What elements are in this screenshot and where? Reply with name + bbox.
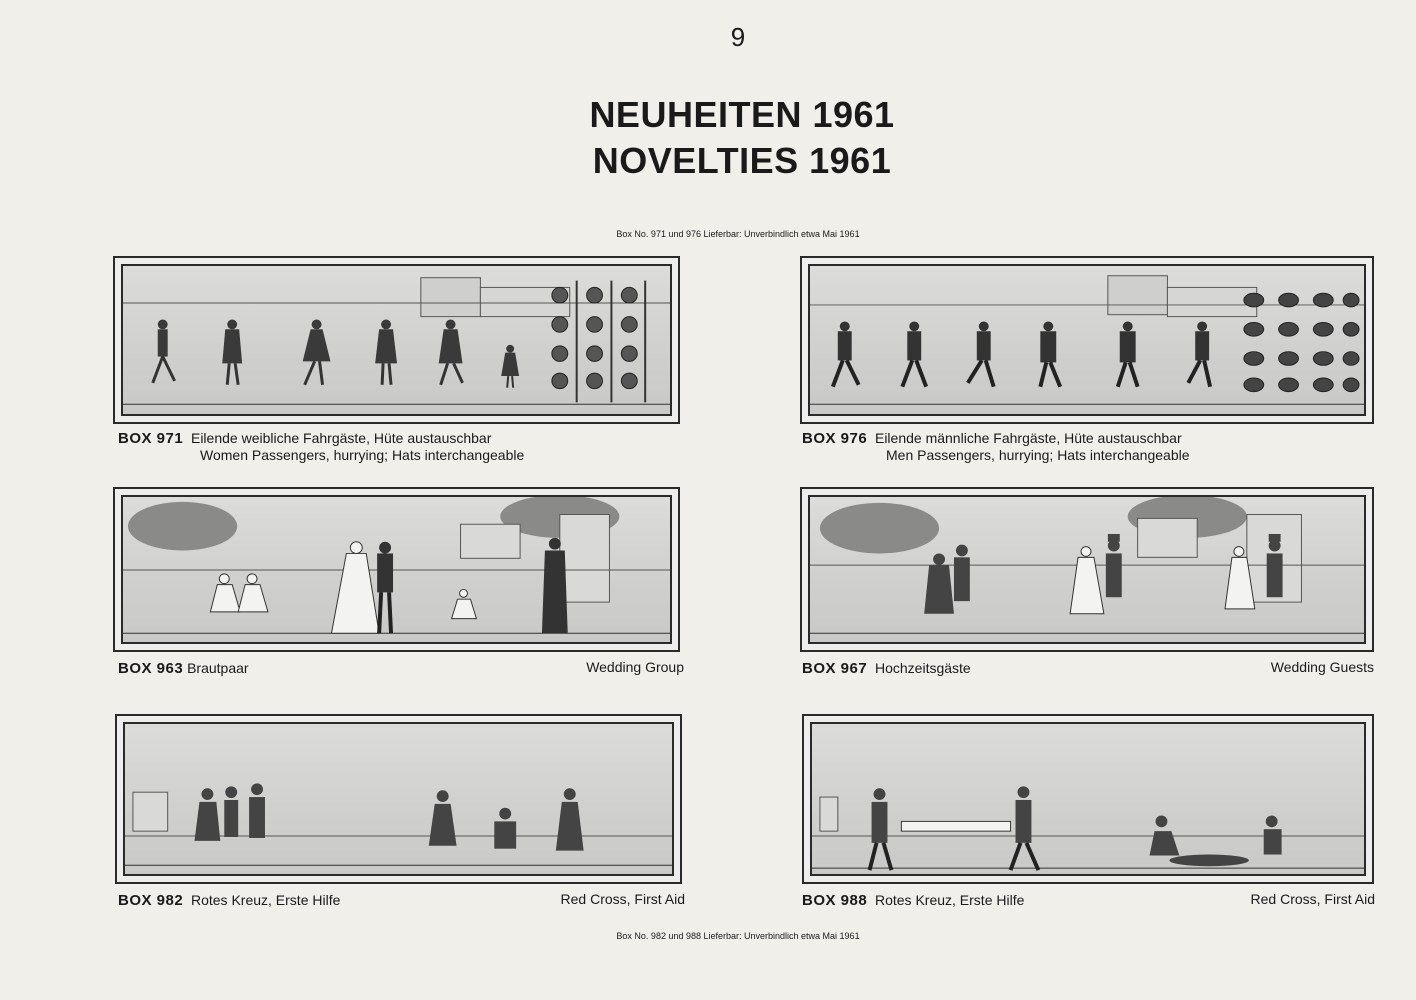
- availability-note-top: Box No. 971 und 976 Lieferbar: Unverbindlich etwa Mai 1961: [616, 229, 860, 239]
- caption-german: Rotes Kreuz, Erste Hilfe: [190, 892, 341, 908]
- wedding-couple-illustration: [123, 497, 670, 642]
- illustration-box-971: [113, 256, 680, 424]
- caption-english: Women Passengers, hurrying; Hats interchangeable: [200, 447, 525, 463]
- first-aid-illustration-988: [812, 724, 1364, 874]
- passengers-men-illustration: [810, 266, 1364, 414]
- box-code: BOX 976: [802, 430, 868, 447]
- caption-german: Eilende männliche Fahrgäste, Hüte austauschbar: [874, 430, 1182, 446]
- box-code: BOX 982: [118, 892, 184, 909]
- box-code: BOX 988: [802, 892, 868, 909]
- box-code: BOX 963: [118, 660, 184, 677]
- caption-german: Rotes Kreuz, Erste Hilfe: [874, 892, 1025, 908]
- illustration-box-976: [800, 256, 1374, 424]
- caption-box-988: [802, 891, 1024, 910]
- caption-english: Wedding Guests: [1270, 659, 1374, 675]
- caption-english: Red Cross, First Aid: [1250, 891, 1375, 907]
- box-code: BOX 967: [802, 660, 868, 677]
- caption-box-971: [118, 429, 491, 448]
- availability-note-bottom: Box No. 982 und 988 Lieferbar: Unverbindlich etwa Mai 1961: [616, 931, 860, 941]
- box-code: BOX 971: [118, 430, 184, 447]
- page-title: [0, 92, 1416, 184]
- title-english: NOVELTIES 1961: [592, 140, 892, 181]
- illustration-box-963: [113, 487, 680, 652]
- caption-box-963: [118, 659, 249, 678]
- first-aid-illustration-982: [125, 724, 672, 874]
- caption-box-982: [118, 891, 340, 910]
- caption-english: Wedding Group: [586, 659, 684, 675]
- caption-box-967: [802, 659, 971, 678]
- caption-german: Hochzeitsgäste: [874, 660, 971, 676]
- title-german: NEUHEITEN 1961: [589, 94, 895, 135]
- illustration-box-982: [115, 714, 682, 884]
- illustration-box-988: [802, 714, 1374, 884]
- wedding-guests-illustration: [810, 497, 1364, 642]
- caption-box-976: [802, 429, 1182, 448]
- caption-german: Brautpaar: [187, 660, 249, 676]
- caption-english: Men Passengers, hurrying; Hats interchangeable: [886, 447, 1190, 463]
- illustration-box-967: [800, 487, 1374, 652]
- caption-english: Red Cross, First Aid: [560, 891, 685, 907]
- caption-german: Eilende weibliche Fahrgäste, Hüte austauschbar: [190, 430, 492, 446]
- passengers-women-illustration: [123, 266, 670, 414]
- page-number: 9: [730, 22, 746, 52]
